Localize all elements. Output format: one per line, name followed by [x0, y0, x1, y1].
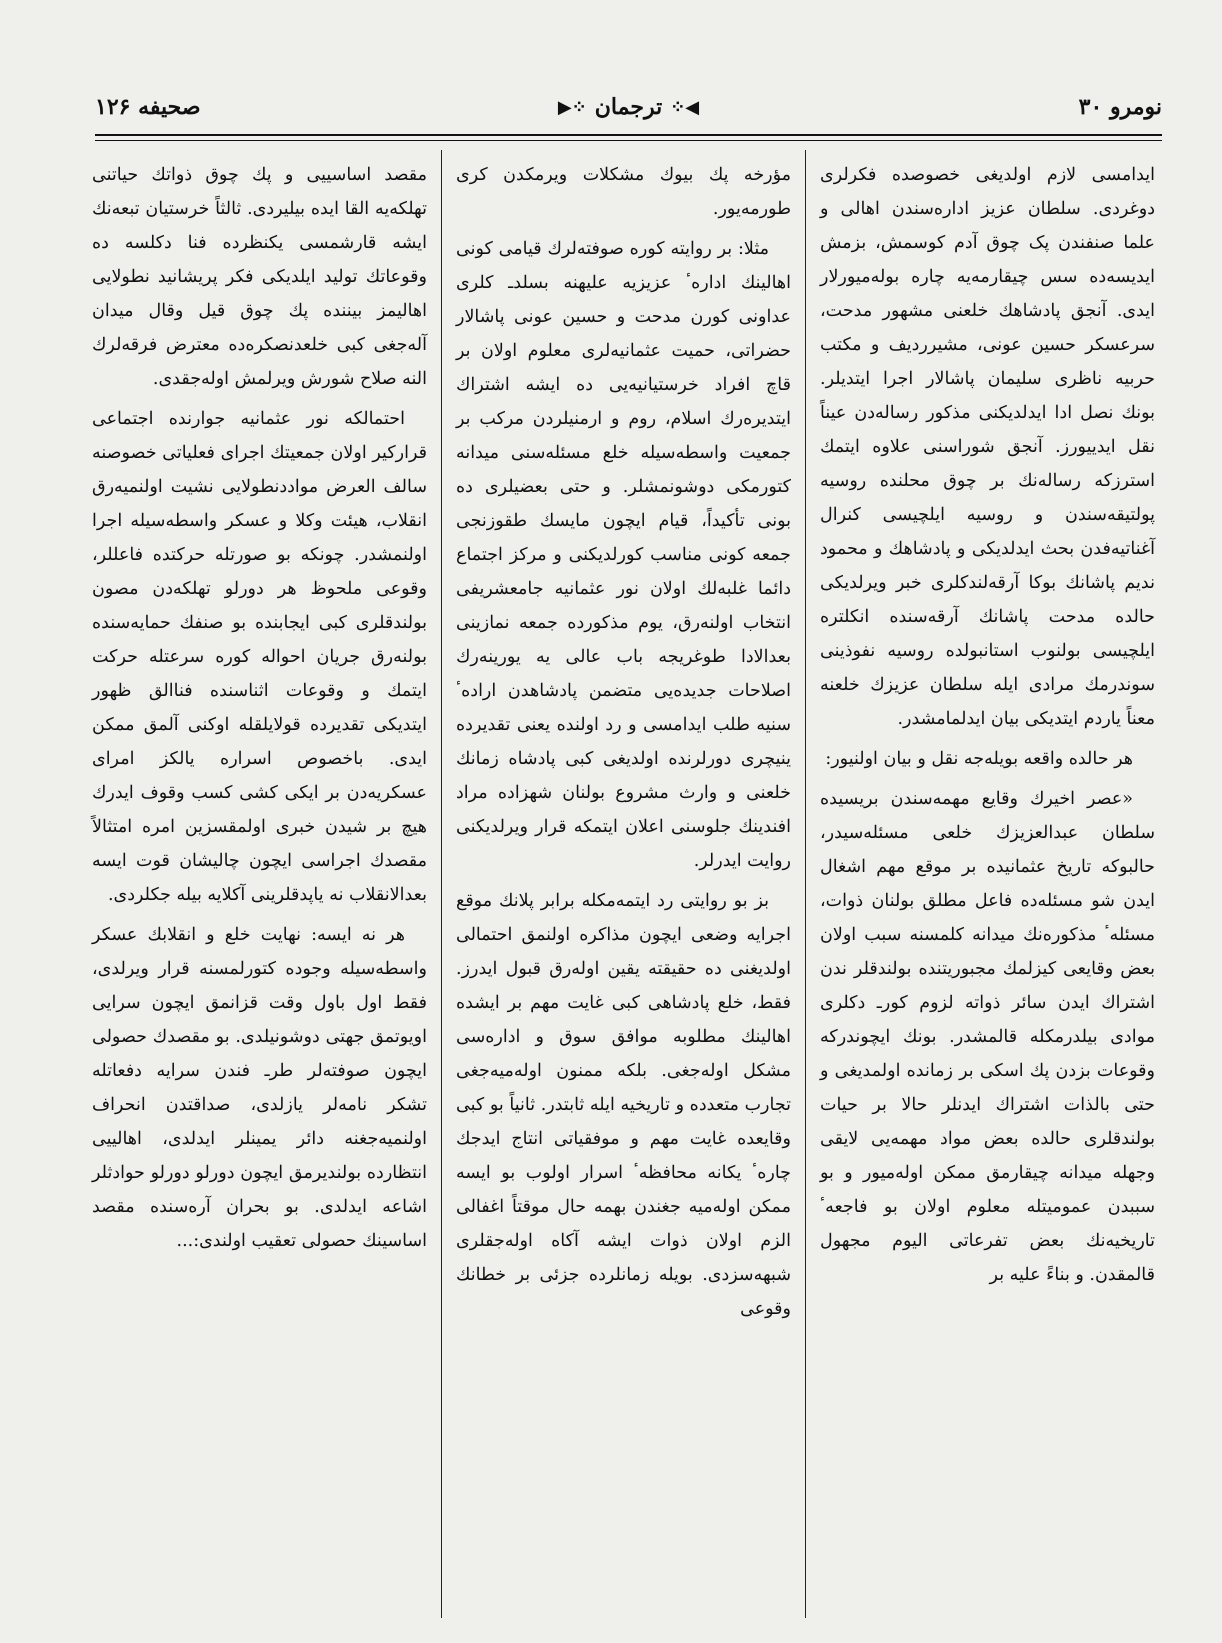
column-left — [80, 150, 439, 1618]
column-middle — [444, 150, 803, 1618]
paragraph: احتمالکه نور عثمانیه جوارنده اجتماعی قرارکیر اولان جمعیتك اجرای فعلیاتی خصوصنه سالف العرض مواددنطولایی نشیت اولنمیەرق انقلاب، هیئت وکلا و عسکر واسطەسیله اجرا اولنمشدر. چونکه بو صورتله حرکتده فاعللر، وقوعی ملحوظ هر دورلو تهلکەدن مصون بولندقلری کبی ایجابنده بو صنفك حمایەسنده بولنەرق جریان احواله کوره سرعتله حرکت ایتمك و وقوعات اثناسنده فناالق ظهور ایتدیکی تقدیرده قولایلقله اوکنی آلمق ممکن ایدی. باخصوص اسراره یالکز امرای عسکریەدن بر ایکی کشی کسب وقوف ایدرك هیچ بر شیدن خبری اولمقسزین امره امتثالاً مقصدك اجراسی ایچون چالیشان قوت ایسه بعدالانقلاب نه یاپدقلرینی آکلایه بیله جکلردی. — [92, 409, 427, 905]
ornament-left-icon: ◀⁘ — [670, 96, 700, 118]
masthead — [558, 94, 699, 120]
masthead-title: ترجمان — [594, 94, 663, 120]
page-number: صحیفه ۱۲۶ — [95, 94, 201, 120]
paragraph: مؤرخه پك بیوك مشکلات ویرمکدن کری طورمەیور. — [456, 165, 791, 219]
header-rule — [95, 134, 1162, 136]
columns — [80, 150, 1167, 1618]
issue-number: نومرو ۳۰ — [1078, 94, 1162, 120]
page-header — [95, 88, 1162, 128]
paragraph: هر نه ایسه: نهایت خلع و انقلابك عسکر واسطەسیله وجوده کتورلمسنه قرار ویرلدی، فقط اول باول وقت قزانمق ایچون سرایی اویوتمق جهتی دوشونیلدی. بو مقصدك حصولی ایچون صوفتەلر طرـ فندن سرایه دفعاتله تشکر نامەلر یازلدی، صداقتدن انحراف اولنمیەجغنه دائر یمینلر ایدلدی، اهالییی انتظارده بولندیرمق ایچون دورلو دورلو حوادثلر اشاعه ایدلدی. بو بحران آرەسنده مقصد اساسینك حصولی تعقیب اولندی:... — [92, 925, 427, 1251]
column-right — [808, 150, 1167, 1618]
ornament-right-icon: ⁘▶ — [557, 96, 587, 118]
paragraph: مقصد اساسییی و پك چوق ذواتك حیاتنی تهلکەیه القا ایده بیلیردی. ثالثاً خرستیان تبعەنك ایشه قارشمسی یکنظرده فنا دکلسه ده وقوعاتك تولید ایلدیکی فکر پریشانید نطولایی اهالیمز بیننده پك چوق قیل وقال میدان آلەجغی کبی خلعدنصکره‌ده معترض فرقەلرك النه صلاح شورش ویرلمش اولەجقدی. — [92, 165, 427, 389]
paragraph: مثلا: بر روایته کوره صوفتەلرك قیامی کونی اهالینك ادارهٴ عزیزیه علیهنه بسلدـ کلری عداونی کورن مدحت و حسین عونی پاشالار حضراتی، حمیت عثمانیەلری معلوم اولان بر قاچ افراد خرستیانیەیی ده ایشه اشتراك ایتدیرەرك اسلام، روم و ارمنیلردن مرکب بر جمعیت واسطەسیله خلع مسئلەسنی میدانه کتورمکی دوشونمشلر. و حتی بعضیلری ده بونی تأکیداً، قیام ایچون مایسك طقوزنجی جمعه کونی مناسب کورلدیکنی و مرکز اجتماع دائما غلبەلك اولان نور عثمانیه جامعشریفی انتخاب اولنەرق، یوم مذکورده جمعه نمازینی بعدالادا طوغریجه باب عالی یه یورینەرك اصلاحات جدیدەیی متضمن پادشاهدن ارادهٴ سنیه طلب ایدامسی و رد اولنده یعنی تقدیرده ینیچری دورلرنده اولدیغی کبی پادشاه زمانك خلعنی و وارث مشروع بولنان شهزاده مراد افندینك جلوسنی اعلان ایتمکه قرار ویرلدیکنی روایت ایدرلر. — [456, 239, 791, 871]
paragraph: ایدامسی لازم اولدیغی خصوصده فکرلری دوغردی. سلطان عزیز ادارەسندن اهالی و علما صنفندن پک چوق آدم کوسمش، بزمش ایدیسەده سس چیقارمەیە چارە بولەمیورلار ایدی. آنجق پادشاهك خلعنی مشهور مدحت، سرعسکر حسین عونی، مشیررديف و مکتب حربیه ناظری سلیمان پاشالار اجرا ایتدیلر. بونك نصل ادا ایدلدیکنی مذکور رسالەدن عیناً نقل ایدیيورز. آنجق شوراسنی علاوه ایتمك استرزکه رسالەنك بر چوق محلنده روسیه پولتیقەسندن و روسیه ایلچیسی کنرال آغناتیەفدن بحث ایدلدیکی و پادشاهك و محمود ندیم پاشانك بوکا آرقەلندکلری خبر ویرلدیکی حالده مدحت پاشانك آرقەسنده انکلترە ایلچیسی بولنوب استانبولده روسیه نفوذینی سوندرمك مرادی ایله سلطان عزیزك خلعنه معناً یاردم ایتدیکی بیان ایدلمامشدر. — [820, 165, 1155, 729]
column-divider — [805, 150, 806, 1618]
paragraph: بز بو روایتی رد ایتمەمکله برابر پلانك موقع اجرایه وضعی ایچون مذاکره اولنمق احتمالی اولدیغنی ده حقیقته یقین اولەرق قبول ایدرز. فقط، خلع پادشاهی کبی غایت مهم بر ایشده اهالینك مطلوبه موافق سوق و ادارەسی مشکل اولەجغی. بلکه ممنون اولەمیەجغی تجارب متعدده و تاریخیه ایله ثابتدر. ثانیاً بو کبی وقایعده غایت مهم و موفقیاتی انتاج ایدجك چارهٴ یکانه محافظهٴ اسرار اولوب بو ایسه ممکن اولەمیه جغندن بهمه حال موقتاً اغفالی الزم اولان ذوات ایشه آکاه اولەجقلری شبهەسزدی. بویله زمانلرده جزئی بر خطانك وقوعی — [456, 891, 791, 1319]
header-rule-thin — [95, 140, 1162, 141]
column-divider — [441, 150, 442, 1618]
paragraph: «عصر اخیرك وقایع مهمەسندن بریسیده سلطان عبدالعزیزك خلعی مسئلەسیدر، حالبوکه تاریخ عثمانیده بر موقع مهم اشغال ایدن شو مسئلەده فاعل مطلق بولنان ذوات، مسئلەٴ مذکورەنك میدانه کلمسنه سبب اولان بعض وقایعی کیزلمك مجبوریتنده بولندقلر ندن اشتراك ایدن سائر ذواته لزوم کورـ دکلری موادی بیلدرمکله قالمشدر. بونك ایچوندرکه وقوعات بزدن پك اسکی بر زمانده اولمدیغی و حتی بالذات اشتراك ایدنلر حالا بر حیات بولندقلری حالده بعض مواد مهمەیی لایقی وجهله میدانه چیقارمق ممکن اولەمیور و بو سببدن عمومیتله معلوم اولان بو فاجعهٴ تاریخیەنك بعض تفرعاتی الیوم مجهول قالمقدن. و بناءً علیه بر — [820, 789, 1155, 1285]
paragraph: هر حالده واقعه بویلەجه نقل و بیان اولنیور: — [825, 749, 1133, 769]
